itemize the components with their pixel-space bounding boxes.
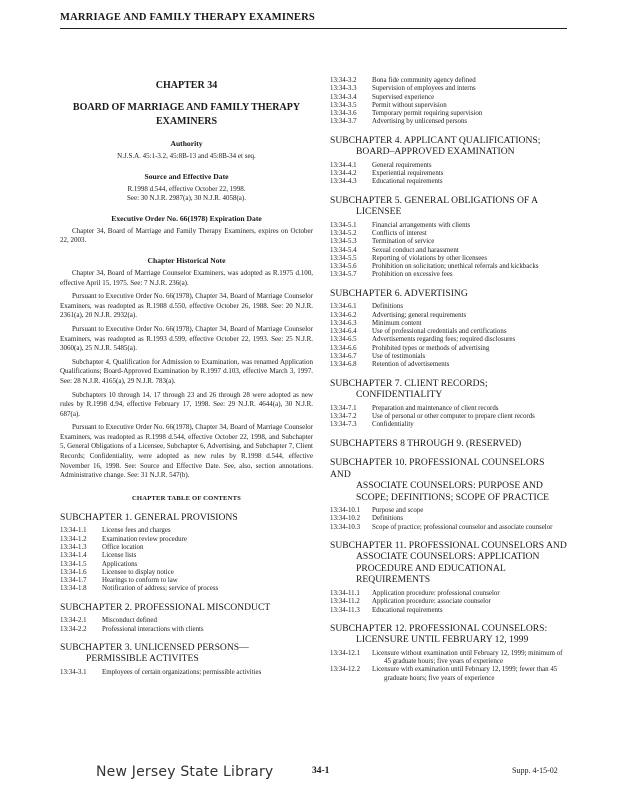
section-number: 13:34-10.2 bbox=[330, 515, 361, 523]
section-title: Use of personal or other computer to prepare client records bbox=[372, 412, 535, 420]
section-title: License fees and charges bbox=[102, 527, 171, 535]
section-title: Advertising; general requirements bbox=[372, 311, 467, 319]
subchapter-title-continued: ASSOCIATE COUNSELORS: PURPOSE AND SCOPE; DEFINITIONS; SCOPE OF PRACTICE bbox=[356, 480, 549, 503]
section-title: Prohibited types or methods of advertising bbox=[372, 344, 490, 352]
section-number: 13:34-1.7 bbox=[60, 577, 87, 585]
toc-section-item bbox=[60, 577, 313, 585]
section-number: 13:34-10.3 bbox=[330, 523, 361, 531]
subchapter-heading bbox=[60, 642, 313, 665]
toc-section-item bbox=[330, 353, 567, 361]
toc-section-item bbox=[330, 507, 567, 515]
toc-section-item bbox=[330, 320, 567, 328]
section-title: Supervised experience bbox=[372, 93, 435, 101]
toc-section-item bbox=[330, 247, 567, 255]
section-number: 13:34-1.5 bbox=[60, 560, 87, 568]
toc-section-item bbox=[330, 222, 567, 230]
toc-section-item bbox=[330, 421, 567, 429]
section-title: Scope of practice; professional counselor and associate counselor bbox=[372, 523, 553, 531]
subchapter-title: SUBCHAPTER 12. PROFESSIONAL COUNSELORS: bbox=[330, 622, 548, 634]
section-title: Prohibition on solicitation; unethical referrals and kickbacks bbox=[372, 263, 539, 271]
history-paragraph: Subchapter 4, Qualification for Admission to Examination, was renamed Application Qualifications; Board-Approved Examination by R.1997 d.103, effective March 3, 1997. See: 28 N.J.R. 4165(a), 29 N.J.R. 783(a). bbox=[60, 357, 313, 385]
toc-section-list bbox=[60, 617, 313, 634]
section-number: 13:34-1.8 bbox=[60, 585, 87, 593]
toc-section-item bbox=[330, 255, 567, 263]
section-number: 13:34-1.6 bbox=[60, 568, 87, 576]
section-number: 13:34-6.3 bbox=[330, 319, 357, 327]
section-title: Minimum content bbox=[372, 319, 422, 327]
section-title: Supervision of employees and interns bbox=[372, 85, 476, 93]
toc-section-list bbox=[60, 527, 313, 593]
section-title: Conflicts of interest bbox=[372, 229, 427, 237]
toc-section-item bbox=[330, 515, 567, 523]
subchapter-heading bbox=[330, 288, 567, 300]
toc-section-item bbox=[60, 527, 313, 535]
section-title: Experiential requirements bbox=[372, 170, 444, 178]
toc-section-item bbox=[330, 170, 567, 178]
toc-section-list bbox=[330, 590, 567, 615]
toc-section-item bbox=[330, 178, 567, 186]
section-number: 13:34-12.1 bbox=[330, 649, 361, 657]
section-title: Sexual conduct and harassment bbox=[372, 246, 459, 254]
section-number: 13:34-6.5 bbox=[330, 336, 357, 344]
left-column bbox=[60, 80, 313, 677]
subchapter-heading bbox=[330, 195, 567, 218]
section-number: 13:34-4.2 bbox=[330, 170, 357, 178]
authority-text: N.J.S.A. 45:1-3.2, 45:8B-13 and 45:8B-34 et seq. bbox=[117, 152, 256, 160]
subchapter-title-continued: BOARD–APPROVED EXAMINATION bbox=[356, 146, 515, 158]
toc-section-item bbox=[60, 536, 313, 544]
section-title: Advertisements regarding fees; required disclosures bbox=[372, 336, 516, 344]
page-number: 34-1 bbox=[312, 766, 330, 776]
section-title: Definitions bbox=[372, 515, 404, 523]
section-title: Bona fide community agency defined bbox=[372, 77, 476, 84]
toc-section-list bbox=[330, 507, 567, 532]
toc-section-item bbox=[330, 102, 567, 110]
toc-section-item bbox=[330, 345, 567, 353]
subchapter-heading bbox=[60, 602, 313, 614]
section-title: Definitions bbox=[372, 303, 404, 311]
source-line-2: See: 30 N.J.R. 2987(a), 30 N.J.R. 4058(a). bbox=[127, 194, 246, 203]
toc-section-item bbox=[60, 626, 313, 634]
section-number: 13:34-1.3 bbox=[60, 543, 87, 551]
section-number: 13:34-1.2 bbox=[60, 535, 87, 543]
section-title: Licensee to display notice bbox=[102, 568, 174, 576]
subchapter-heading bbox=[330, 378, 567, 401]
toc-section-list bbox=[330, 405, 567, 430]
subchapter-title: SUBCHAPTER 3. UNLICENSED PERSONS— bbox=[60, 641, 249, 653]
header-rule bbox=[60, 28, 567, 29]
right-subchapter-list bbox=[330, 135, 567, 683]
section-number: 13:34-6.8 bbox=[330, 361, 357, 369]
subchapter-3-continued bbox=[330, 77, 567, 127]
section-title: Educational requirements bbox=[372, 606, 443, 614]
section-number: 13:34-1.1 bbox=[60, 527, 87, 535]
section-title: Notification of address; service of process bbox=[102, 585, 219, 593]
history-paragraph: Pursuant to Executive Order No. 66(1978), Chapter 34, Board of Marriage Counselor Examiners, was readopted as R.1988 d.550, effective October 26, 1988. See: 20 N.J.R. 2361(a), 20 N.J.R. 2932(a). bbox=[60, 292, 313, 320]
right-column bbox=[330, 77, 567, 683]
section-title: General requirements bbox=[372, 161, 432, 169]
toc-section-item bbox=[330, 238, 567, 246]
chapter-number: CHAPTER 34 bbox=[155, 80, 218, 91]
section-number: 13:34-3.1 bbox=[60, 668, 87, 676]
section-number: 13:34-5.6 bbox=[330, 263, 357, 271]
section-title: Application procedure: professional counselor bbox=[372, 589, 500, 597]
toc-section-item bbox=[330, 77, 567, 85]
toc-section-list bbox=[330, 162, 567, 187]
section-title: Reporting of violations by other licensees bbox=[372, 254, 488, 262]
section-number: 13:34-5.4 bbox=[330, 246, 357, 254]
source-line-1: R.1998 d.544, effective October 22, 1998. bbox=[127, 184, 246, 193]
section-title: Termination of service bbox=[372, 238, 435, 246]
toc-heading: CHAPTER TABLE OF CONTENTS bbox=[131, 494, 242, 502]
section-number: 13:34-11.1 bbox=[330, 589, 360, 597]
section-number: 13:34-3.7 bbox=[330, 118, 357, 126]
section-title: Professional interactions with clients bbox=[102, 625, 204, 633]
subchapter-title-continued: CONFIDENTIALITY bbox=[356, 389, 443, 401]
history-paragraph: Pursuant to Executive Order No. 66(1978), Chapter 34, Board of Marriage Counselor Examiners, was readopted as R.1993 d.599, effective October 22, 1993. See: 25 N.J.R. 3060(a), 25 N.J.R. 5485(a). bbox=[60, 324, 313, 353]
toc-section-item bbox=[330, 328, 567, 336]
history-paragraph: Subchapters 10 through 14, 17 through 23 and 26 through 28 were adopted as new rules by R.1998 d.94, effective February 17, 1998. See: 29 N.J.R. 4644(a), 30 N.J.R. 687(a). bbox=[60, 390, 313, 418]
section-number: 13:34-7.1 bbox=[330, 404, 357, 412]
toc-section-list bbox=[330, 650, 567, 683]
toc-section-item bbox=[330, 590, 567, 598]
subchapter-title-continued: PERMISSIBLE ACTIVITES bbox=[86, 653, 199, 665]
section-title: Permit without supervision bbox=[372, 101, 447, 109]
toc-section-item bbox=[330, 271, 567, 279]
section-number: 13:34-5.3 bbox=[330, 238, 357, 246]
toc-section-item bbox=[330, 230, 567, 238]
subchapter-title: SUBCHAPTER 1. GENERAL PROVISIONS bbox=[60, 511, 238, 523]
section-number: 13:34-2.2 bbox=[60, 625, 87, 633]
toc-section-item bbox=[60, 569, 313, 577]
history-heading: Chapter Historical Note bbox=[147, 255, 226, 265]
section-title: Application procedure: associate counselor bbox=[372, 598, 491, 606]
toc-section-list bbox=[330, 303, 567, 369]
toc-section-item bbox=[330, 118, 567, 126]
subchapter-title: SUBCHAPTER 4. APPLICANT QUALIFICATIONS; bbox=[330, 134, 541, 146]
section-number: 13:34-5.7 bbox=[330, 271, 357, 279]
section-title: Examination review procedure bbox=[102, 535, 187, 543]
toc-section-item bbox=[60, 544, 313, 552]
section-title: Applications bbox=[102, 560, 138, 568]
section-number: 13:34-7.2 bbox=[330, 412, 357, 420]
subchapter-heading bbox=[330, 438, 567, 450]
subchapter-title: SUBCHAPTER 6. ADVERTISING bbox=[330, 287, 468, 299]
subchapter-heading bbox=[330, 135, 567, 158]
section-number: 13:34-5.5 bbox=[330, 254, 357, 262]
subchapter-title-continued: ASSOCIATE COUNSELORS: APPLICATION PROCEDURE AND EDUCATIONAL REQUIREMENTS bbox=[356, 551, 540, 586]
section-number: 13:34-6.2 bbox=[330, 311, 357, 319]
toc-section-item bbox=[330, 110, 567, 118]
section-title: Confidentiality bbox=[372, 421, 414, 429]
subchapter-title: SUBCHAPTER 5. GENERAL OBLIGATIONS OF A bbox=[330, 194, 539, 206]
toc-section-item bbox=[330, 85, 567, 93]
section-number: 13:34-2.1 bbox=[60, 617, 87, 625]
toc-section-item bbox=[60, 561, 313, 569]
toc-section-item bbox=[330, 598, 567, 606]
subchapter-heading bbox=[330, 540, 567, 586]
section-title: Financial arrangements with clients bbox=[372, 221, 471, 229]
section-number: 13:34-3.2 bbox=[330, 77, 357, 84]
section-number: 13:34-10.1 bbox=[330, 507, 361, 515]
section-number: 13:34-12.2 bbox=[330, 666, 361, 674]
section-number: 13:34-5.2 bbox=[330, 229, 357, 237]
section-title: Licensure with examination until February 12, 1999; fewer than 45 graduate hours; five years of experience bbox=[372, 666, 558, 682]
library-stamp: New Jersey State Library bbox=[96, 764, 274, 780]
section-number: 13:34-1.4 bbox=[60, 552, 87, 560]
toc-section-item bbox=[330, 162, 567, 170]
subchapter-title: SUBCHAPTER 11. PROFESSIONAL COUNSELORS AND bbox=[330, 539, 567, 551]
section-title: Advertising by unlicensed persons bbox=[372, 118, 468, 126]
section-title: Use of testimonials bbox=[372, 353, 426, 361]
section-number: 13:34-4.3 bbox=[330, 178, 357, 186]
section-number: 13:34-3.6 bbox=[330, 110, 357, 118]
subchapter-heading bbox=[60, 512, 313, 524]
section-number: 13:34-7.3 bbox=[330, 421, 357, 429]
toc-section-item bbox=[330, 336, 567, 344]
toc-section-item bbox=[60, 669, 313, 677]
subchapter-title-continued: LICENSEE bbox=[356, 206, 402, 218]
section-number: 13:34-6.7 bbox=[330, 353, 357, 361]
history-paragraph: Chapter 34, Board of Marriage Counselor Examiners, was adopted as R.1975 d.100, effective April 15, 1975. See: 7 N.J.R. 236(a). bbox=[60, 268, 313, 287]
section-number: 13:34-4.1 bbox=[330, 161, 357, 169]
section-title: Employees of certain organizations; permissible activities bbox=[102, 668, 262, 676]
authority-heading: Authority bbox=[170, 139, 203, 148]
section-title: Hearings to conform to law bbox=[102, 577, 178, 585]
section-title: Misconduct defined bbox=[102, 617, 157, 625]
section-title: Use of professional credentials and certifications bbox=[372, 328, 507, 336]
subchapter-title: SUBCHAPTERS 8 THROUGH 9. (RESERVED) bbox=[330, 437, 522, 449]
toc-section-list bbox=[330, 222, 567, 280]
subchapter-heading bbox=[330, 623, 567, 646]
toc-section-item bbox=[330, 607, 567, 615]
toc-section-item bbox=[330, 361, 567, 369]
toc-section-item bbox=[330, 405, 567, 413]
subchapter-title-continued: LICENSURE UNTIL FEBRUARY 12, 1999 bbox=[356, 634, 529, 646]
section-number: 13:34-6.1 bbox=[330, 303, 357, 311]
section-title: Retention of advertisements bbox=[372, 361, 450, 369]
left-subchapter-list bbox=[60, 512, 313, 677]
toc-section-item bbox=[330, 263, 567, 271]
section-title: Educational requirements bbox=[372, 178, 443, 186]
section-number: 13:34-5.1 bbox=[330, 221, 357, 229]
toc-section-item bbox=[330, 303, 567, 311]
running-head: MARRIAGE AND FAMILY THERAPY EXAMINERS bbox=[60, 12, 315, 23]
chapter-title: BOARD OF MARRIAGE AND FAMILY THERAPY EXAMINERS bbox=[72, 102, 301, 127]
toc-section-item bbox=[330, 312, 567, 320]
toc-section-item bbox=[330, 413, 567, 421]
subchapter-heading bbox=[330, 457, 567, 503]
toc-section-item bbox=[330, 94, 567, 102]
toc-section-item bbox=[330, 650, 567, 667]
section-title: Purpose and scope bbox=[372, 507, 424, 515]
section-number: 13:34-3.5 bbox=[330, 101, 357, 109]
section-number: 13:34-3.3 bbox=[330, 85, 357, 93]
toc-section-item bbox=[330, 666, 567, 683]
executive-order-heading: Executive Order No. 66(1978) Expiration Date bbox=[111, 213, 262, 223]
section-title: Licensure without examination until February 12, 1999; minimum of 45 graduate hours; five years of experience bbox=[372, 649, 563, 666]
toc-section-item bbox=[60, 552, 313, 560]
section-number: 13:34-3.4 bbox=[330, 93, 357, 101]
section-number: 13:34-6.6 bbox=[330, 344, 357, 352]
subchapter-title: SUBCHAPTER 7. CLIENT RECORDS; bbox=[330, 377, 488, 389]
toc-section-list bbox=[60, 669, 313, 677]
section-title: Office location bbox=[102, 543, 144, 551]
toc-section-item bbox=[60, 585, 313, 593]
section-title: Temporary permit requiring supervision bbox=[372, 110, 483, 118]
toc-section-item bbox=[330, 524, 567, 532]
executive-order-text: Chapter 34, Board of Marriage and Family Therapy Examiners, expires on October 22, 2003. bbox=[60, 226, 313, 245]
section-title: Preparation and maintenance of client records bbox=[372, 404, 499, 412]
section-number: 13:34-6.4 bbox=[330, 328, 357, 336]
toc-section-item bbox=[60, 617, 313, 625]
section-title: Prohibition on excessive fees bbox=[372, 271, 453, 279]
subchapter-title: SUBCHAPTER 2. PROFESSIONAL MISCONDUCT bbox=[60, 601, 271, 613]
subchapter-title: SUBCHAPTER 10. PROFESSIONAL COUNSELORS AND bbox=[330, 457, 545, 480]
section-number: 13:34-11.2 bbox=[330, 598, 360, 606]
source-heading: Source and Effective Date bbox=[144, 171, 229, 181]
history-paragraph: Pursuant to Executive Order No. 66(1978), Chapter 34, Board of Marriage Counselor Examiners, was readopted as R.1998 d.544, effective October 22, 1998, and Subchapter 5, General Obligations of a Licensee, Subchapter 6, Advertising, and Subchapter 7, Client Records; Confidentiality, were adopted as new rules by R.1998 d.544, effective November 16, 1998. See: Source and Effective Date. See, also, section annotations. Administrative change. See: 31 N.J.R. 547(b). bbox=[60, 423, 313, 480]
supplement-date: Supp. 4-15-02 bbox=[512, 766, 558, 775]
section-title: License lists bbox=[102, 552, 137, 560]
section-number: 13:34-11.3 bbox=[330, 606, 360, 614]
